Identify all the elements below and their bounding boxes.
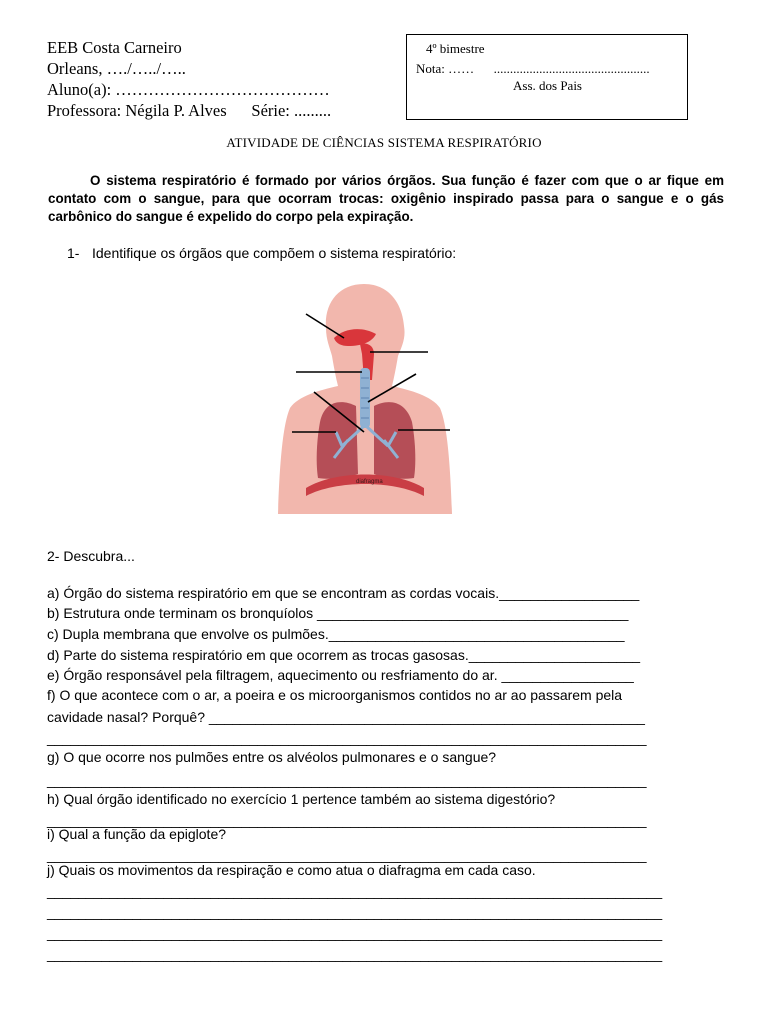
grade-field[interactable]: Nota: …… ................................................ [416, 61, 650, 76]
answer-line[interactable]: _____________________________________________________________________________ [47, 847, 647, 863]
school-name: EEB Costa Carneiro [47, 38, 182, 57]
question2-line-j: j) Quais os movimentos da respiração e como atua o diafragma em cada caso. [47, 862, 536, 878]
answer-line[interactable]: _______________________________________________________________________________ [47, 904, 663, 920]
question1-number: 1- [67, 245, 80, 261]
question2-line-i: i) Qual a função da epiglote? [47, 826, 227, 842]
answer-line[interactable]: _____________________________________________________________________________ [47, 772, 647, 788]
question2-heading: 2- Descubra... [47, 548, 135, 564]
respiratory-system-figure [276, 282, 454, 514]
intro-text: O sistema respiratório é formado por vários órgãos. Sua função é fazer com que o ar fique em contato com o sangue, para que ocorram trocas: oxigênio inspirado passa para o sangue e o gás carbônico do sangue é expelido do corpo pela expiração. [48, 173, 724, 224]
question2-line-f-answer[interactable]: cavidade nasal? Porquê? ________________________________________________________ [47, 709, 645, 725]
answer-line[interactable]: _______________________________________________________________________________ [47, 883, 663, 899]
answer-line[interactable]: _____________________________________________________________________________ [47, 812, 647, 828]
answer-line[interactable]: _______________________________________________________________________________ [47, 925, 663, 941]
term-label: 4º bimestre [426, 41, 485, 56]
question2-line-b[interactable]: b) Estrutura onde terminam os bronquíolos ________________________________________ [47, 605, 629, 621]
question2-line-d[interactable]: d) Parte do sistema respiratório em que ocorrem as trocas gasosas.______________________ [47, 647, 641, 663]
question2-line-f: f) O que acontece com o ar, a poeira e os microorganismos contidos no ar ao passarem pela [47, 687, 623, 703]
diaphragm-label: diafragma [356, 479, 383, 485]
question2-line-a[interactable]: a) Órgão do sistema respiratório em que se encontram as cordas vocais.__________________ [47, 585, 640, 601]
question2-line-g: g) O que ocorre nos pulmões entre os alvéolos pulmonares e o sangue? [47, 749, 497, 765]
intro-paragraph [48, 172, 724, 226]
left-lung [317, 402, 358, 479]
teacher-series-line: Professora: Négila P. Alves Série: ......... [47, 101, 332, 120]
page-title: ATIVIDADE DE CIÊNCIAS SISTEMA RESPIRATÓRIO [226, 135, 542, 150]
answer-line[interactable]: _____________________________________________________________________________ [47, 730, 647, 746]
student-name-line[interactable]: Aluno(a): ………………………………… [47, 80, 330, 99]
date-line[interactable]: Orleans, …./…../….. [47, 59, 186, 78]
question2-line-e[interactable]: e) Órgão responsável pela filtragem, aquecimento ou resfriamento do ar. _________________ [47, 667, 634, 683]
question2-line-c[interactable]: c) Dupla membrana que envolve os pulmões.______________________________________ [47, 626, 625, 642]
parents-signature-label: Ass. dos Pais [513, 78, 582, 93]
answer-line[interactable]: _______________________________________________________________________________ [47, 946, 663, 962]
question2-line-h: h) Qual órgão identificado no exercício 1 pertence também ao sistema digestório? [47, 791, 556, 807]
question1-text: Identifique os órgãos que compõem o sistema respiratório: [92, 245, 457, 261]
